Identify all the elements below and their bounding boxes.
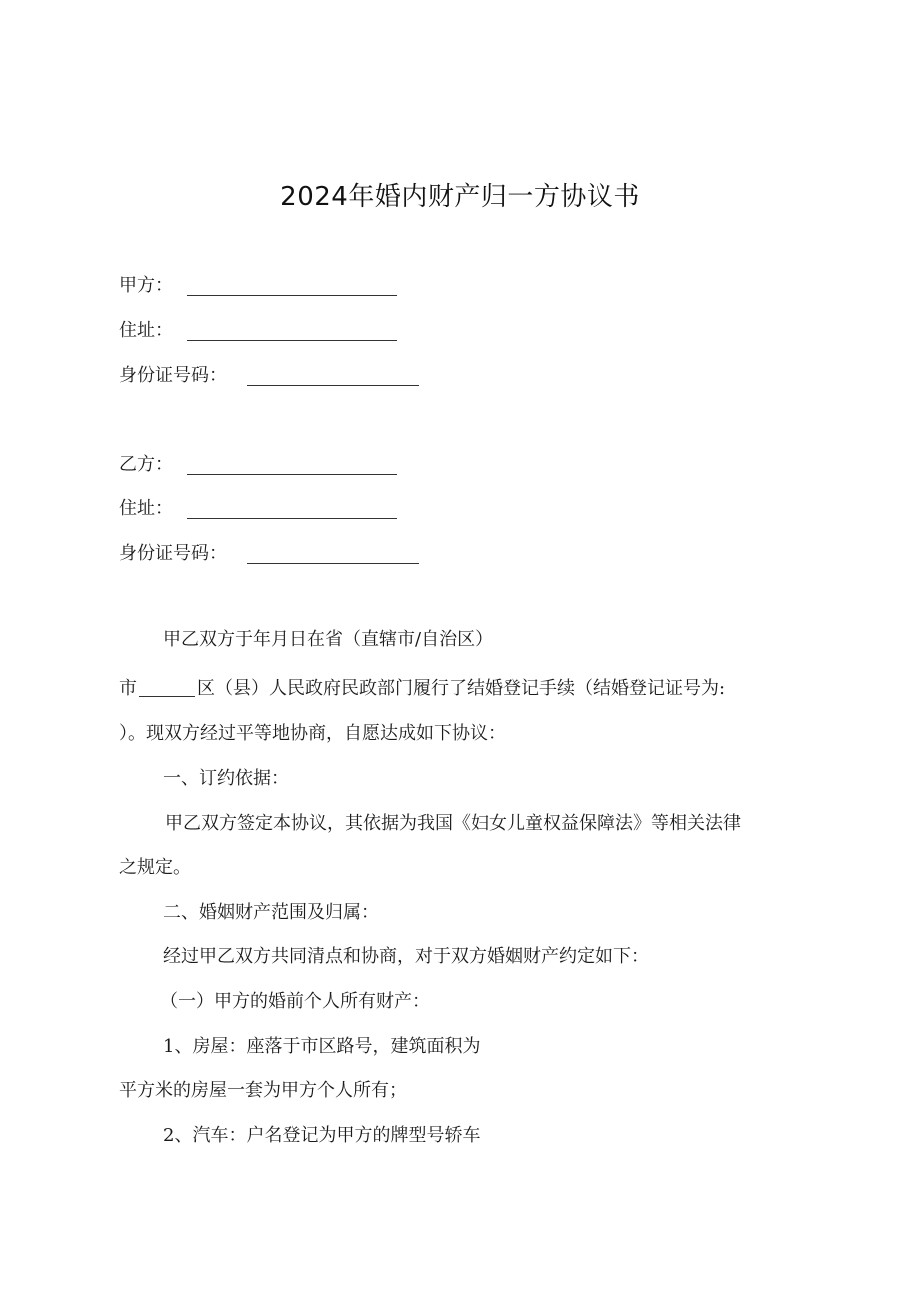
party-b-address-label: 住址：: [119, 498, 173, 519]
item-1-line-1: 1、房屋：座落于市区路号，建筑面积为: [163, 1036, 481, 1057]
party-a-name-label: 甲方：: [119, 275, 173, 296]
registration-text: 区（县）人民政府民政部门履行了结婚登记手续（结婚登记证号为:: [197, 678, 726, 699]
item-2-line-1: 2、汽车：户名登记为甲方的牌型号轿车: [163, 1125, 481, 1146]
subsection-1-heading: （一）甲方的婚前个人所有财产：: [160, 991, 430, 1012]
section-2-heading: 二、婚姻财产范围及归属：: [163, 902, 379, 923]
party-b-name-label: 乙方：: [119, 454, 173, 475]
party-b-id-blank[interactable]: [247, 563, 419, 564]
party-b-address-blank[interactable]: [187, 518, 397, 519]
paragraph-agreement-reached: ）。现双方经过平等地协商，自愿达成如下协议：: [119, 723, 506, 744]
district-blank[interactable]: [139, 695, 195, 697]
party-a-name-blank[interactable]: [187, 295, 397, 296]
paragraph-marriage-registration: [119, 677, 725, 701]
party-b-name-blank[interactable]: [187, 474, 397, 475]
section-1-text-line-1: 甲乙双方签定本协议，其依据为我国《妇女儿童权益保障法》等相关法律: [165, 813, 741, 834]
party-a-address-label: 住址：: [119, 320, 173, 341]
item-1-line-2: 平方米的房屋一套为甲方个人所有；: [119, 1080, 407, 1101]
party-a-id-blank[interactable]: [247, 385, 419, 386]
party-b-id-label: 身份证号码：: [119, 543, 227, 564]
section-1-heading: 一、订约依据：: [163, 768, 289, 789]
paragraph-marriage-date: 甲乙双方于年月日在省（直辖市/自治区）: [163, 629, 494, 650]
party-a-address-blank[interactable]: [187, 340, 397, 341]
document-title: 2024年婚内财产归一方协议书: [280, 182, 640, 212]
party-a-id-label: 身份证号码：: [119, 365, 227, 386]
section-2-intro: 经过甲乙双方共同清点和协商，对于双方婚姻财产约定如下：: [163, 946, 649, 967]
section-1-text-line-2: 之规定。: [119, 857, 191, 878]
city-text: 市: [119, 678, 137, 699]
